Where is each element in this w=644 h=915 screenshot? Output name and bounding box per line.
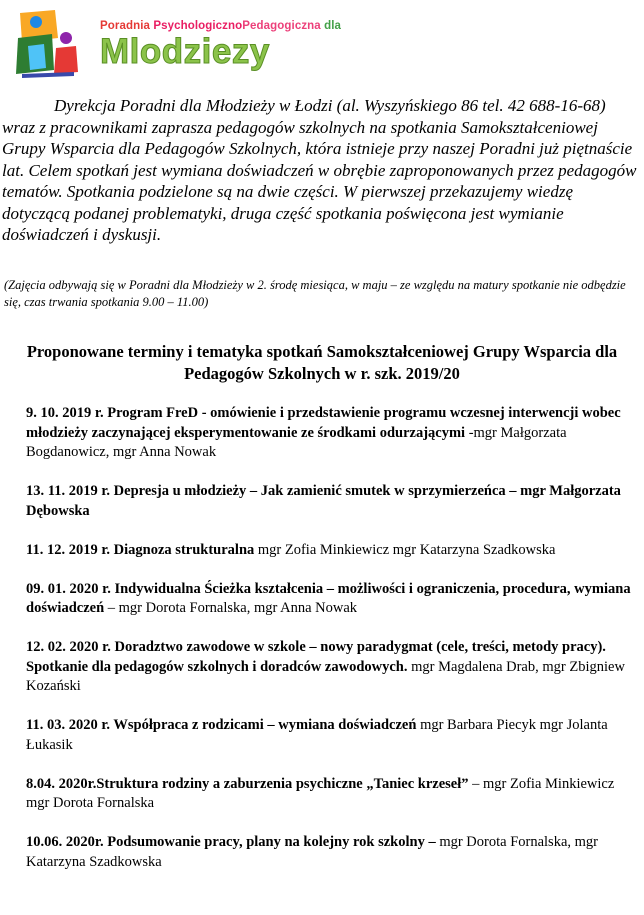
intro-text: Dyrekcja Poradni dla Młodzieży w Łodzi (al. Wyszyńskiego 86 tel. 42 688-16-68) wraz z pracownikami zaprasza pedagogów szkolnych na spotkania Samokształceniowej Grupy Wsparcia dla Pedagogów Szkolnych, która istnieje przy naszej Poradni już piętnaście lat. Celem spotkań jest wymiana doświadczeń w obrębie zaproponowanych przez pedagogów tematów. Spotkania podzielone są na dwie części. W pierwszej przekazujemy wiedzę dotyczącą podanej problematyki, druga część spotkania poświęcona jest wymianie doświadczeń i dyskusji. xyxy=(2,96,637,244)
intro-paragraph xyxy=(2,95,642,246)
logo-word-3: Pedagogiczna xyxy=(242,20,321,32)
meeting-leaders: – mgr Zofia Minkiewicz mgr Dorota Fornalska xyxy=(26,775,615,811)
meeting-item xyxy=(26,404,638,463)
meeting-leaders: mgr Magdalena Drab, mgr Zbigniew Kozański xyxy=(26,658,625,694)
meeting-item xyxy=(26,833,638,872)
schedule-note: (Zajęcia odbywają się w Poradni dla Młodzieży w 2. środę miesiąca, w maju – ze względu na matury spotkanie nie odbędzie się, czas trwania spotkania 9.00 – 11.00) xyxy=(4,278,626,309)
meeting-topic: 13. 11. 2019 r. Depresja u młodzieży – Jak zamienić smutek w sprzymierzeńca – mgr Małgorzata Dębowska xyxy=(26,483,621,519)
meeting-leaders: mgr Zofia Minkiewicz mgr Katarzyna Szadkowska xyxy=(254,541,556,558)
logo-word-2: Psychologiczno xyxy=(153,20,243,32)
header xyxy=(8,6,342,76)
meeting-item xyxy=(26,775,638,814)
meeting-item xyxy=(26,716,638,755)
meeting-topic: 09. 01. 2020 r. Indywidualna Ścieżka kształcenia – możliwości i ograniczenia, procedura, wymiana doświadczeń xyxy=(26,580,631,616)
logo-word-4: dla xyxy=(324,20,342,32)
meetings-list xyxy=(26,404,638,892)
meeting-topic: 12. 02. 2020 r. Doradztwo zawodowe w szkole – nowy paradygmat (cele, treści, metody pracy). Spotkanie dla pedagogów szkolnych i doradców zawodowych. xyxy=(26,639,606,675)
section-title: Proponowane terminy i tematyka spotkań Samokształceniowej Grupy Wsparcia dla Pedagogów Szkolnych w r. szk. 2019/20 xyxy=(26,342,618,383)
meeting-topic: 11. 03. 2020 r. Współpraca z rodzicami – wymiana doświadczeń xyxy=(26,717,417,733)
meeting-leaders: mgr Dorota Fornalska, mgr Katarzyna Szadkowska xyxy=(26,834,598,870)
logo-title-large: Mlodziezy xyxy=(100,32,270,71)
meeting-item xyxy=(26,541,638,561)
meeting-item xyxy=(26,482,638,521)
meeting-item xyxy=(26,580,638,619)
meeting-topic: 9. 10. 2019 r. Program FreD - omówienie i przedstawienie programu wczesnej interwencji wobec młodzieży zaczynającej eksperymentowanie ze środkami odurzającymi xyxy=(26,405,621,441)
logo-title-small xyxy=(100,20,341,32)
logo-word-1: Poradnia xyxy=(100,20,151,32)
meeting-leaders: -mgr Małgorzata Bogdanowicz, mgr Anna Nowak xyxy=(26,424,567,460)
meeting-leaders: – mgr Dorota Fornalska, mgr Anna Nowak xyxy=(104,600,358,616)
meeting-item xyxy=(26,638,638,697)
meeting-topic: 8.04. 2020r.Struktura rodziny a zaburzenia psychiczne „Taniec krzeseł” xyxy=(26,775,469,792)
meeting-topic: 11. 12. 2019 r. Diagnoza strukturalna xyxy=(26,541,255,558)
logo-figures-icon xyxy=(10,8,100,78)
meeting-topic: 10.06. 2020r. Podsumowanie pracy, plany na kolejny rok szkolny – xyxy=(26,834,436,850)
meeting-leaders: mgr Barbara Piecyk mgr Jolanta Łukasik xyxy=(26,717,608,753)
